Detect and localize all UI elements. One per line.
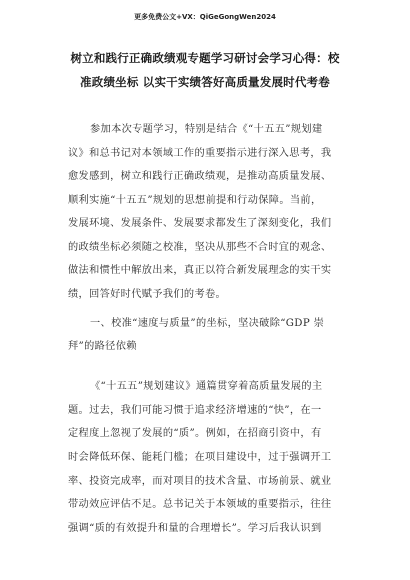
text-line: 发展环境、发展条件、发展要求都发生了深刻变化，我们 (68, 218, 332, 229)
text-line: 议》和总书记对本领域工作的重要指示进行深入思考，我 (68, 147, 332, 159)
text-line: 愈发感到，树立和践行正确政绩观，是推动高质量发展、 (68, 171, 332, 182)
text-line: 定程度上忽视了发展的“质”。例如，在招商引资中，有 (68, 428, 322, 440)
text-line: 参加本次专题学习，特别是结合《“十五五”规划建 (90, 124, 323, 135)
text-line: 《“十五五”规划建议》通篇贯穿着高质量发展的主 (90, 381, 323, 392)
text-line: 时会降低环保、能耗门槛；在项目建设中，过于强调开工 (68, 452, 332, 464)
text-line: 绩，回答好时代赋予我们的考卷。 (68, 288, 227, 300)
text-line: 率、投资完成率，而对项目的技术含量、市场前景、就业 (68, 475, 332, 487)
text-line: 题。过去，我们可能习惯于追求经济增速的“快”，在一 (68, 404, 322, 416)
title-line: 准政绩坐标 以实干实绩答好高质量发展时代考卷 (80, 75, 330, 89)
title-line: 树立和践行正确政绩观专题学习研讨会学习心得：校 (70, 51, 340, 65)
text-line: 强调“质的有效提升和量的合理增长”。学习后我认识到 (68, 523, 322, 535)
heading-line: 一、校准“速度与质量”的坐标，坚决破除“GDP 崇 (90, 318, 325, 329)
text-line: 做法和惯性中解放出来，真正以符合新发展理念的实干实 (68, 265, 332, 276)
text-line: 顺利实施“十五五”规划的思想前提和行动保障。当前， (68, 194, 322, 206)
document-title (54, 46, 356, 94)
text-line: 带动效应评估不足。总书记关于本领域的重要指示，往往 (68, 499, 332, 511)
text-line: 的政绩坐标必须随之校准，坚决从那些不合时宜的观念、 (68, 241, 332, 253)
paragraph-intro (68, 118, 350, 306)
section-heading (68, 312, 350, 358)
heading-line: 拜”的路径依赖 (68, 341, 137, 352)
paragraph-section-one (68, 375, 350, 541)
header-banner: 更多免费公文+VX：QiGeGongWen2024 (134, 13, 276, 21)
